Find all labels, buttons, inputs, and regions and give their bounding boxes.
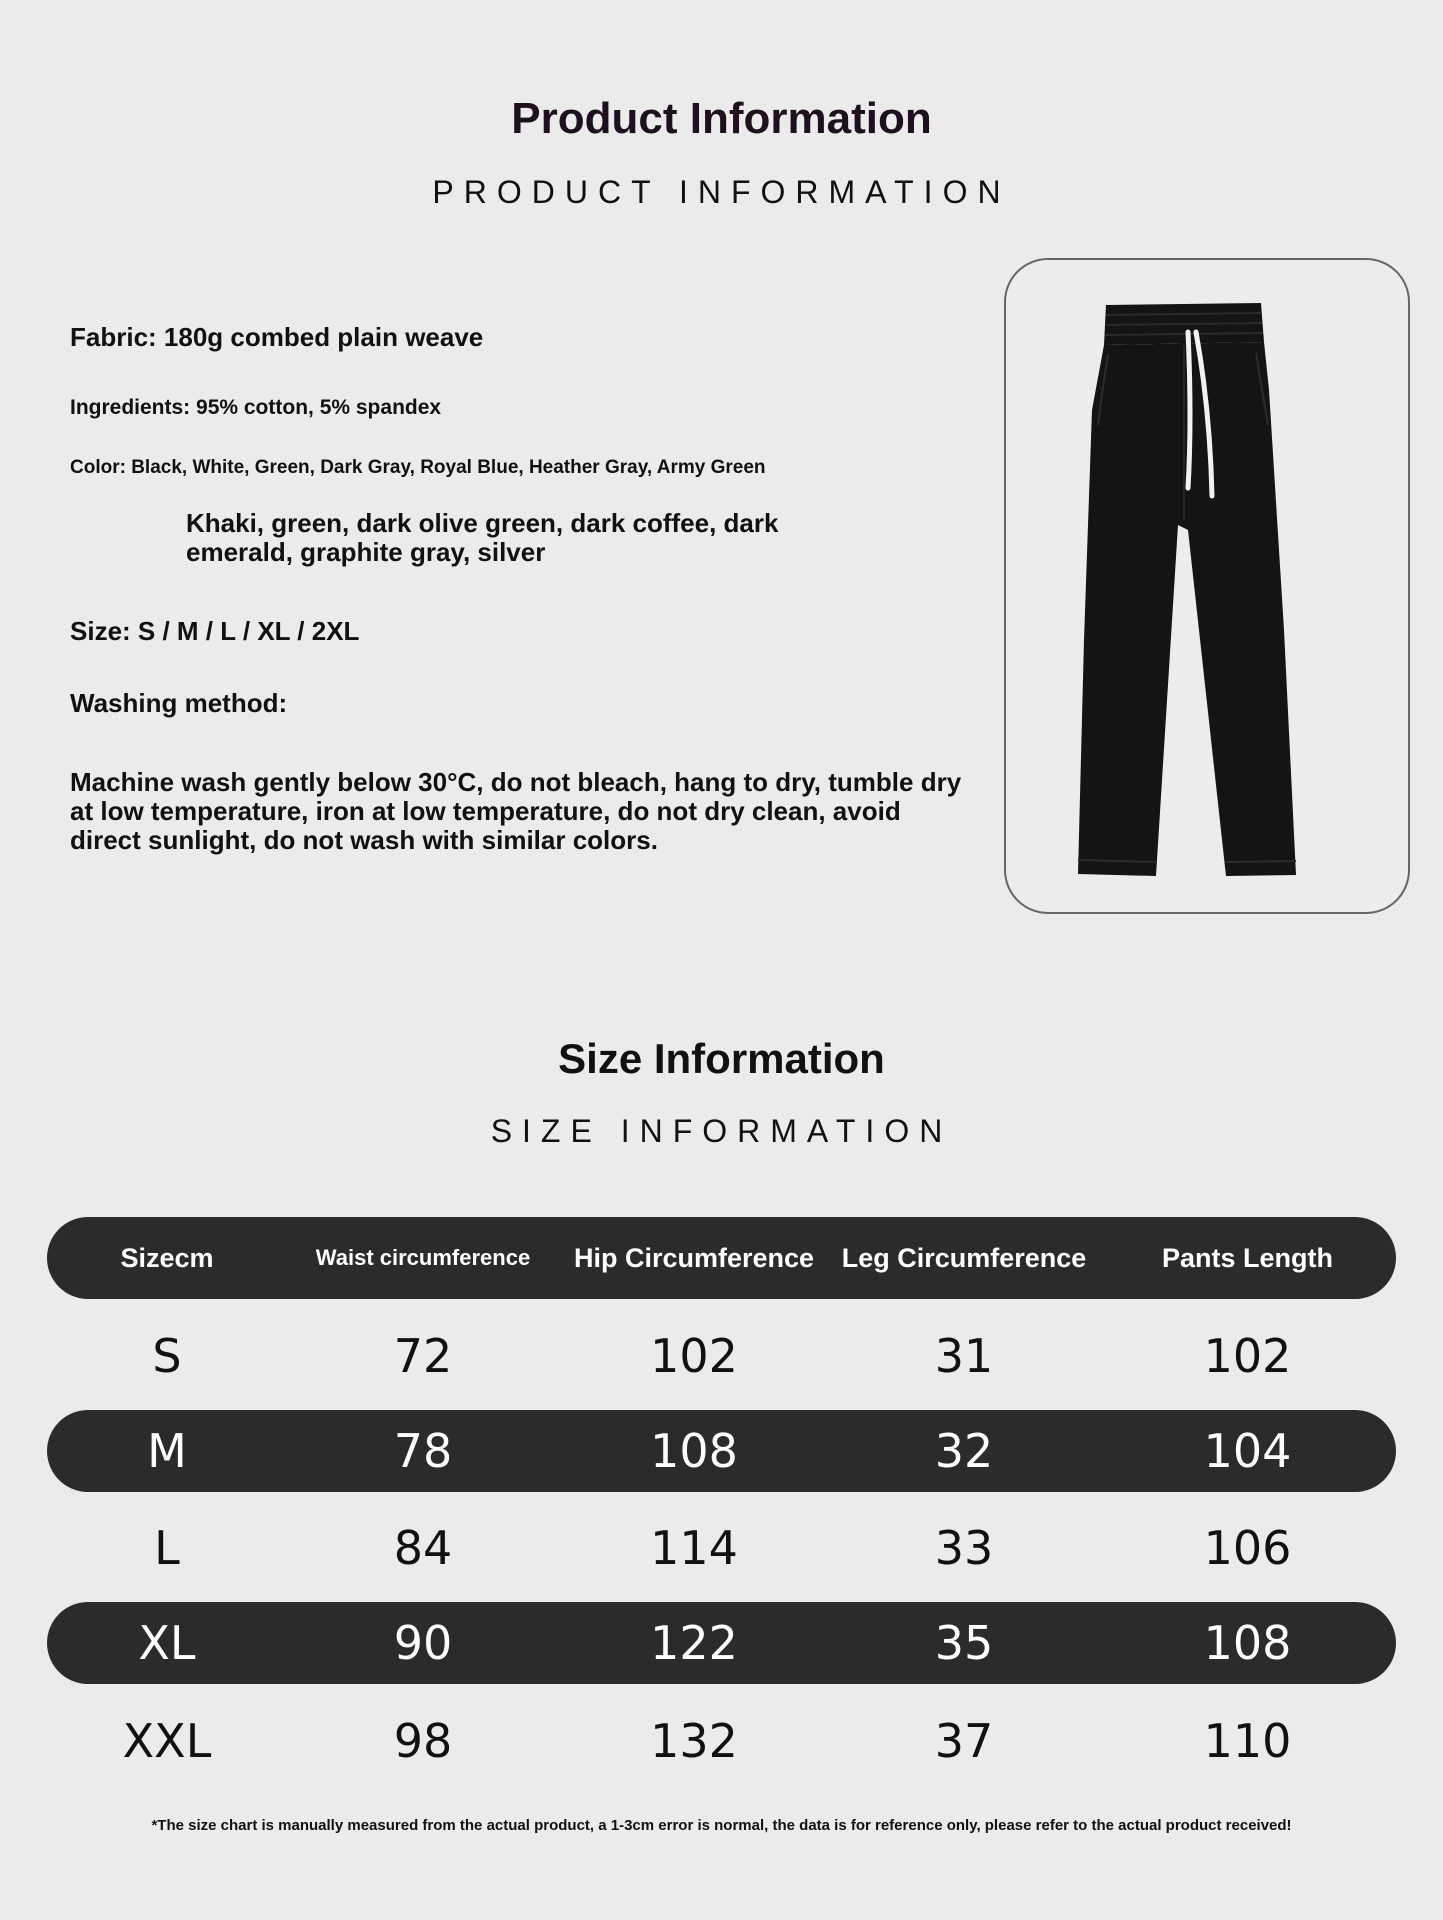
cell-hip: 108 [650,1424,738,1478]
cell-leg: 35 [934,1616,994,1670]
cell-waist: 78 [393,1424,453,1478]
fabric-text: Fabric: 180g combed plain weave [70,322,484,352]
header-length: Pants Length [1161,1243,1333,1273]
cell-waist: 98 [393,1714,453,1768]
cell-size: XL [138,1616,196,1670]
cell-waist: 90 [393,1616,453,1670]
product-info-title: Product Information [511,94,932,143]
color-text: Color: Black, White, Green, Dark Gray, Royal Blue, Heather Gray, Army Green [70,457,766,478]
washing-method-text: Machine wash gently below 30°C, do not bleach, hang to dry, tumble dry at low temperature, iron at low temperature, do not dry clean, avoid direct sunlight, do not wash with similar colors. [70,767,962,855]
cell-length: 110 [1203,1714,1292,1768]
cell-hip: 102 [650,1329,738,1383]
size-info-subtitle: SIZE INFORMATION [490,1113,953,1149]
size-table-header [47,1217,1396,1299]
cell-hip: 122 [650,1616,738,1670]
ingredients-text: Ingredients: 95% cotton, 5% spandex [70,396,442,419]
cell-leg: 33 [934,1521,994,1575]
table-row [47,1410,1396,1492]
cell-length: 106 [1203,1521,1292,1575]
size-chart-note: *The size chart is manually measured from the actual product, a 1-3cm error is normal, the data is for reference only, please refer to the actual product received! [151,1817,1292,1834]
cell-waist: 72 [393,1329,453,1383]
cell-hip: 132 [650,1714,738,1768]
cell-length: 104 [1203,1424,1292,1478]
pants-image [1006,260,1408,912]
color-more-text: Khaki, green, dark olive green, dark coffee, dark emerald, graphite gray, silver [186,508,779,567]
cell-leg: 37 [934,1714,994,1768]
cell-leg: 31 [934,1329,994,1383]
table-row [47,1315,1396,1397]
cell-hip: 114 [650,1521,738,1575]
cell-size: L [154,1521,180,1575]
product-photo-frame [1004,258,1410,914]
header-size: Sizecm [120,1243,214,1273]
table-row [47,1700,1396,1782]
washing-method-label: Washing method: [70,688,288,718]
product-info-subtitle: PRODUCT INFORMATION [432,174,1011,210]
header-waist: Waist circumference [315,1245,531,1270]
cell-size: S [152,1329,182,1383]
cell-leg: 32 [934,1424,994,1478]
cell-size: XXL [122,1714,212,1768]
size-text: Size: S / M / L / XL / 2XL [70,616,360,646]
table-row [47,1602,1396,1684]
cell-length: 102 [1203,1329,1292,1383]
cell-size: M [147,1424,187,1478]
table-row [47,1507,1396,1589]
header-hip: Hip Circumference [573,1243,815,1273]
header-leg: Leg Circumference [841,1243,1087,1273]
cell-waist: 84 [393,1521,453,1575]
cell-length: 108 [1203,1616,1292,1670]
size-info-title: Size Information [558,1035,885,1082]
